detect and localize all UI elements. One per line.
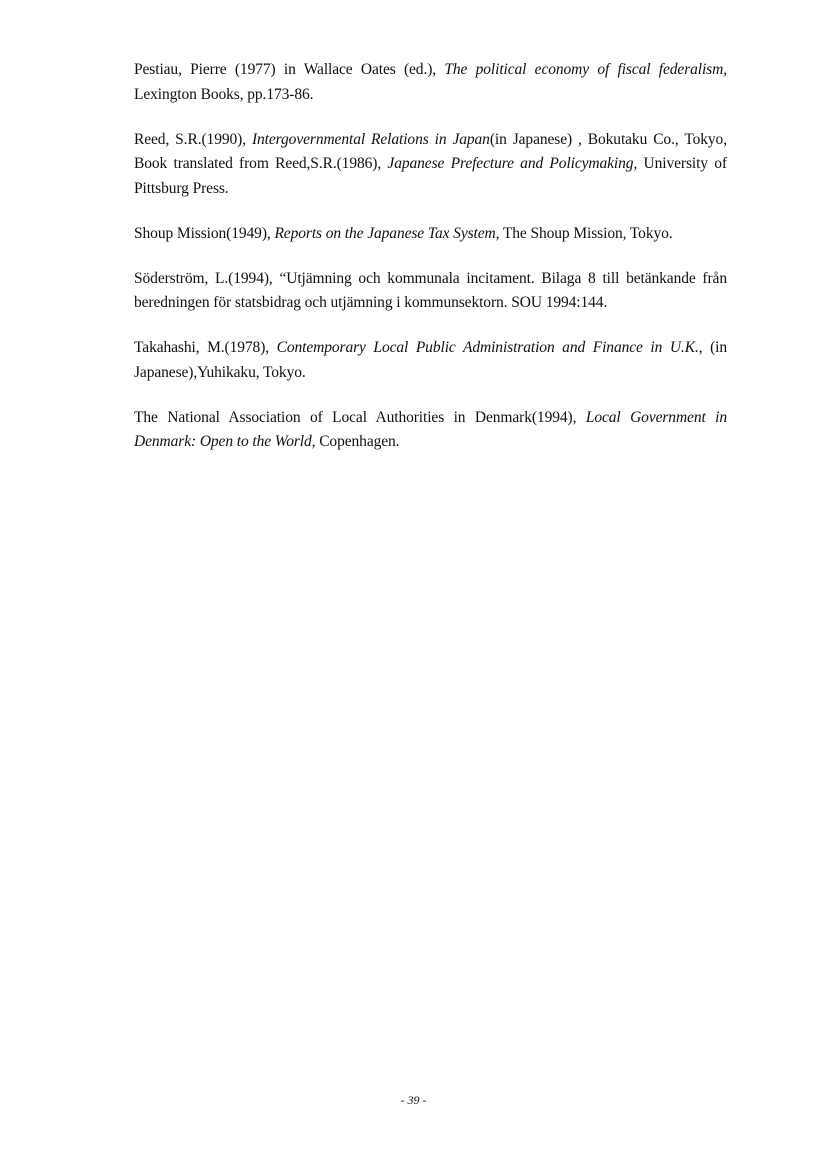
reference-entry: [134, 336, 727, 385]
reference-title: The political economy of fiscal federalism,: [444, 61, 727, 78]
reference-title: Intergovernmental Relations in Japan: [251, 130, 490, 148]
reference-entry: [134, 222, 727, 247]
reference-entry: [134, 128, 727, 202]
reference-title: Contemporary Local Public Administration and Finance in U.K.: [276, 339, 699, 356]
reference-title: Japanese Prefecture and Policymaking,: [387, 155, 638, 172]
reference-text: Lexington Books, pp.173-86.: [134, 85, 314, 103]
reference-text: Copenhagen.: [315, 433, 400, 450]
page-number: - 39 -: [400, 1093, 427, 1107]
reference-text: Takahashi, M.(1978),: [134, 339, 277, 356]
reference-title: Local Government in Denmark: Open to the World,: [134, 408, 727, 450]
reference-text: Reed, S.R.(1990),: [134, 130, 252, 148]
reference-text: The National Association of Local Authorities in Denmark(1994),: [134, 408, 586, 426]
reference-text: University of Pittsburg Press.: [134, 155, 727, 197]
reference-entry: [134, 267, 727, 316]
reference-text: Shoup Mission(1949),: [134, 224, 275, 242]
reference-list: [134, 58, 727, 475]
reference-entry: [134, 406, 727, 455]
reference-text: , (in Japanese),Yuhikaku, Tokyo.: [134, 339, 727, 381]
reference-text: Pestiau, Pierre (1977) in Wallace Oates (ed.),: [134, 61, 445, 78]
reference-title: Reports on the Japanese Tax System,: [274, 224, 500, 242]
reference-entry: [134, 58, 727, 107]
reference-text: The Shoup Mission, Tokyo.: [499, 224, 673, 242]
reference-text: (in Japanese) , Bokutaku Co., Tokyo, Book translated from Reed,S.R.(1986),: [134, 130, 727, 172]
reference-text: Söderström, L.(1994), “Utjämning och kommunala incitament. Bilaga 8 till betänkande från beredningen för statsbidrag och utjämning i kommunsektorn. SOU 1994:144.: [134, 269, 727, 311]
